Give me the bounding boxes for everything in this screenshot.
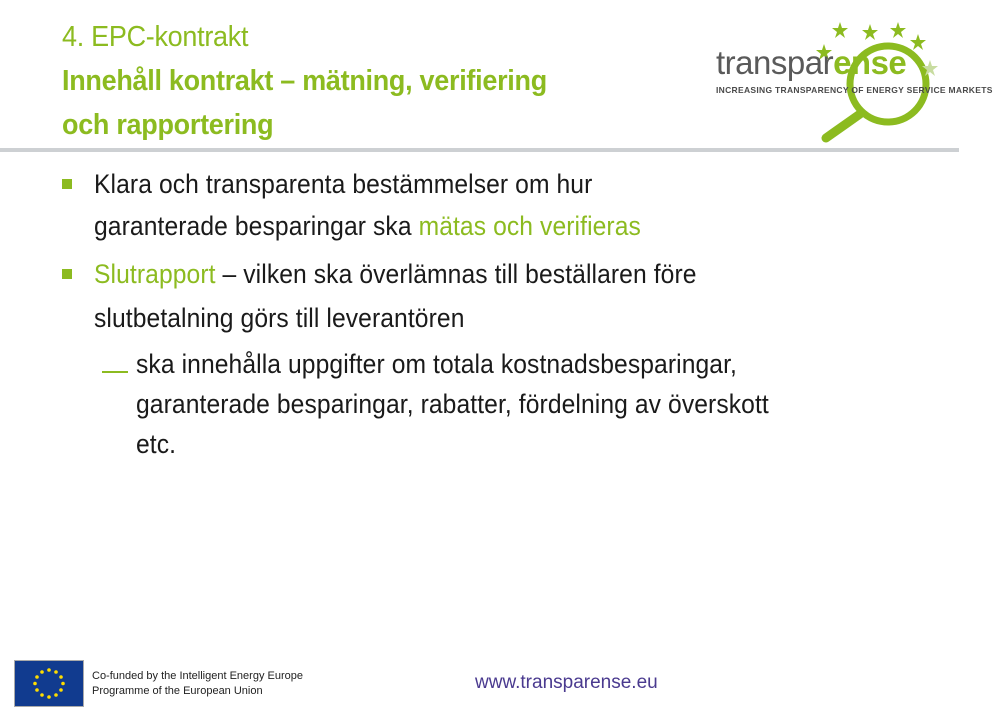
slide-title: 4. EPC-kontrakt — [62, 21, 249, 53]
slide-subtitle-line1: Innehåll kontrakt – mätning, verifiering — [62, 65, 547, 97]
website-link[interactable]: www.transparense.eu — [475, 672, 658, 693]
bullet-2-line2: slutbetalning görs till leverantören — [94, 303, 465, 333]
logo-wordmark-main: transpar — [716, 44, 834, 81]
bullet-2-line1-text: – vilken ska överlämnas till beställaren före — [215, 259, 697, 289]
bullet-1-line2-text: garanterade besparingar ska — [94, 211, 419, 241]
bullet-1-line1: Klara och transparenta bestämmelser om hur — [94, 169, 593, 199]
cofund-line2: Programme of the European Union — [92, 685, 263, 697]
slide-subtitle-line2: och rapportering — [62, 109, 274, 141]
sub-bullet-line1: ska innehålla uppgifter om totala kostnadsbesparingar, — [136, 349, 737, 379]
bullet-1-line2 — [94, 206, 641, 246]
bullet-square-icon — [62, 179, 72, 189]
bullet-1-highlight: mätas och verifieras — [418, 211, 641, 241]
bullet-square-icon — [62, 269, 72, 279]
eu-stars-icon — [15, 661, 83, 706]
sub-bullet-line3: etc. — [136, 429, 177, 459]
bullet-2-line1 — [94, 254, 697, 294]
header-divider — [0, 148, 959, 152]
logo-tagline: INCREASING TRANSPARENCY OF ENERGY SERVICE MARKETS — [716, 85, 993, 95]
cofund-line1: Co-funded by the Intelligent Energy Europe — [92, 670, 303, 682]
logo-wordmark-accent: ense — [833, 44, 907, 81]
logo-wordmark — [716, 44, 906, 82]
sub-bullet-line2: garanterade besparingar, rabatter, fördelning av överskott — [136, 389, 769, 419]
sub-bullet-dash-icon — [102, 371, 128, 373]
bullet-2-highlight: Slutrapport — [94, 259, 216, 289]
eu-flag-icon — [14, 660, 84, 707]
